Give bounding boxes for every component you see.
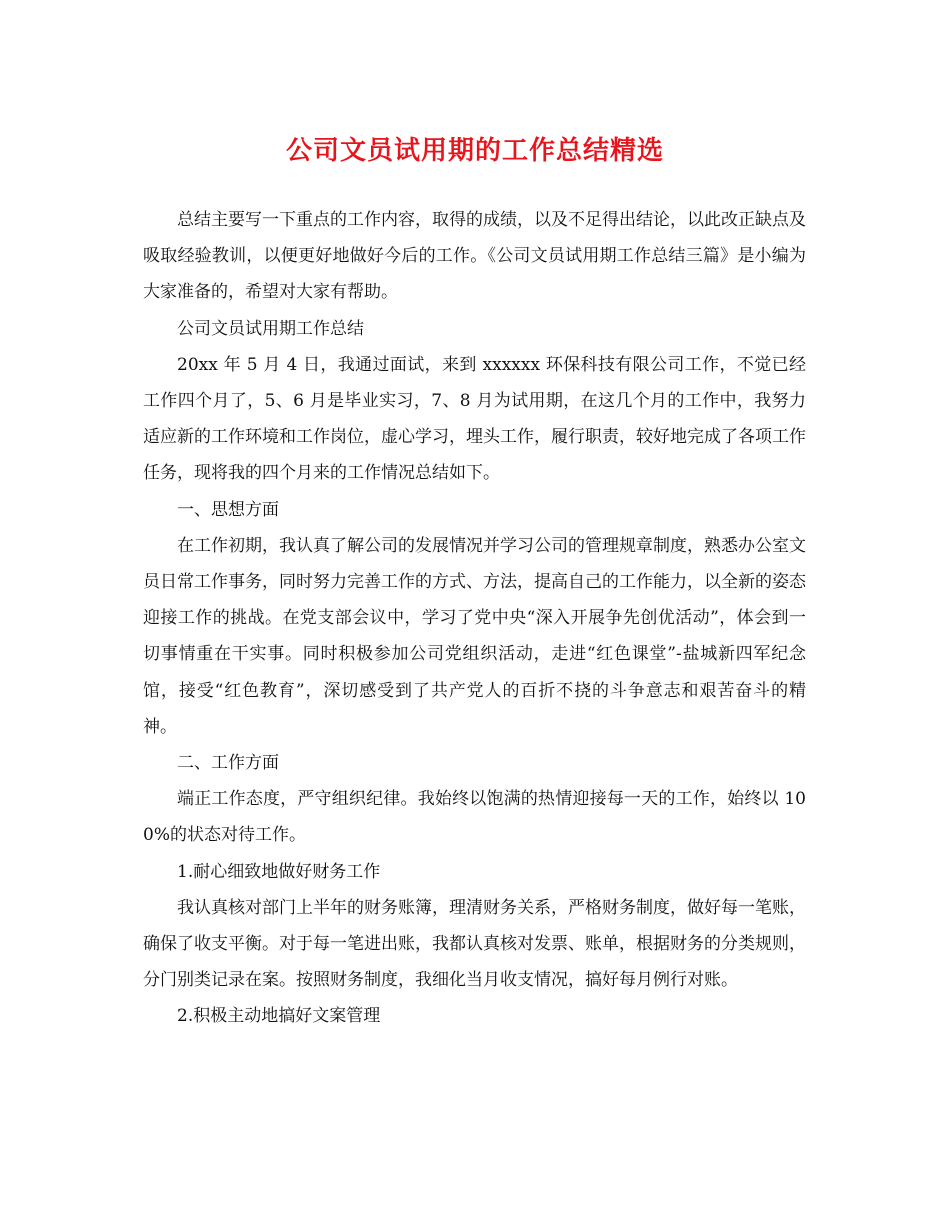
document-body <box>143 202 806 1035</box>
subsection-heading: 2.积极主动地搞好文案管理 <box>177 1006 381 1027</box>
section-heading: 一、思想方面 <box>177 499 279 520</box>
body-paragraph: 端正工作态度，严守组织纪律。我始终以饱满的热情迎接每一天的工作，始终以 100%的状态对待工作。 <box>143 789 806 846</box>
body-paragraph: 20xx 年 5 月 4 日，我通过面试，来到 xxxxxx 环保科技有限公司工作，不觉已经工作四个月了，5、6 月是毕业实习，7、8 月为试用期，在这几个月的工作中，我努力适应新的工作环境和工作岗位，虚心学习，埋头工作，履行职责，较好地完成了各项工作任务，现将我的四个月来的工作情况总结如下。 <box>143 354 806 484</box>
section-heading: 二、工作方面 <box>177 753 279 774</box>
intro-paragraph: 总结主要写一下重点的工作内容，取得的成绩，以及不足得出结论，以此改正缺点及吸取经验教训，以便更好地做好今后的工作。《公司文员试用期工作总结三篇》是小编为大家准备的，希望对大家有帮助。 <box>143 210 806 303</box>
body-paragraph: 我认真核对部门上半年的财务账簿，理清财务关系，严格财务制度，做好每一笔账，确保了收支平衡。对于每一笔进出账，我都认真核对发票、账单，根据财务的分类规则，分门别类记录在案。按照财务制度，我细化当月收支情况，搞好每月例行对账。 <box>143 897 806 991</box>
section-heading: 公司文员试用期工作总结 <box>177 318 364 339</box>
document-title: 公司文员试用期的工作总结精选 <box>285 136 664 166</box>
subsection-heading: 1.耐心细致地做好财务工作 <box>177 861 381 882</box>
body-paragraph: 在工作初期，我认真了解公司的发展情况并学习公司的管理规章制度，熟悉办公室文员日常工作事务，同时努力完善工作的方式、方法，提高自己的工作能力，以全新的姿态迎接工作的挑战。在党支部会议中，学习了党中央“深入开展争先创优活动”，体会到一切事情重在干实事。同时积极参加公司党组织活动，走进“红色课堂”-盐城新四军纪念馆，接受“红色教育”，深切感受到了共产党人的百折不挠的斗争意志和艰苦奋斗的精神。 <box>143 535 806 737</box>
